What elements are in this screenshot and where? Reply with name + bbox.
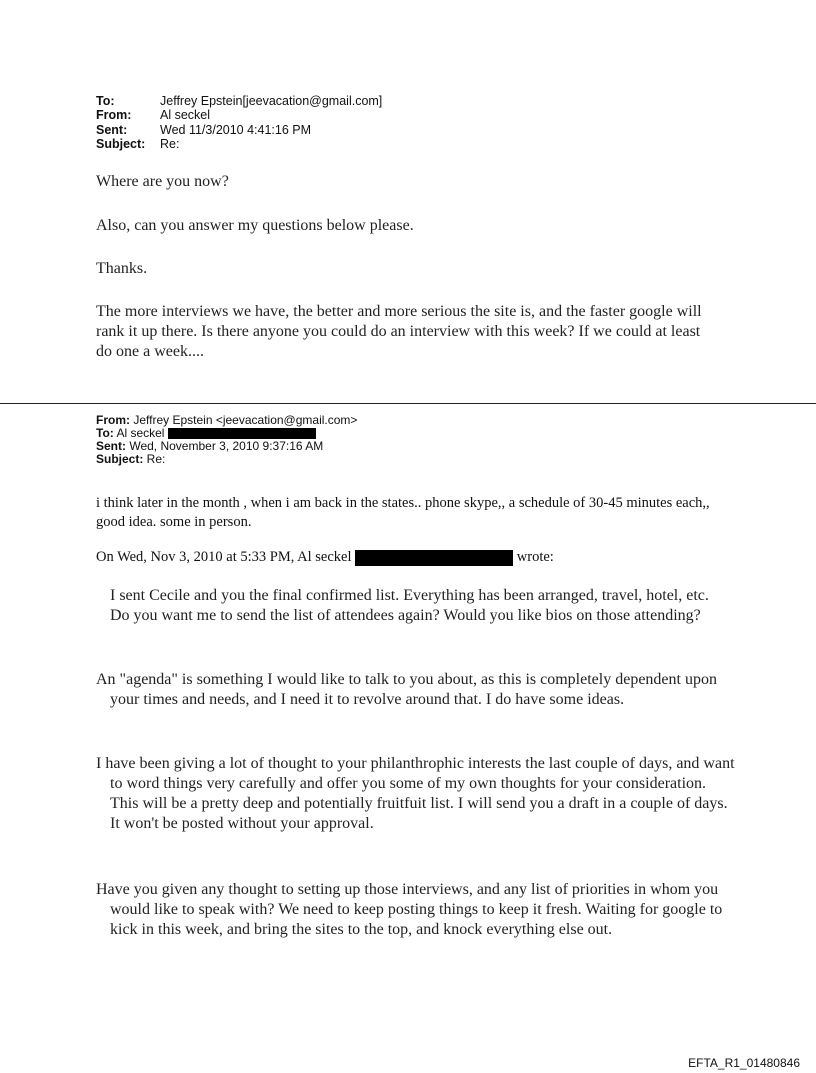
to-value: Jeffrey Epstein[jeevacation@gmail.com]	[160, 94, 383, 108]
quoted-to-label: To:	[96, 426, 114, 440]
quote-attribution	[96, 548, 554, 567]
sent-value: Wed 11/3/2010 4:41:16 PM	[160, 122, 312, 137]
from-row	[96, 108, 382, 122]
divider	[0, 403, 816, 404]
quoted-to-value: Al seckel	[113, 426, 168, 440]
sent-label: Sent:	[96, 122, 128, 137]
quoted-paragraph: I have been giving a lot of thought to your philanthrophic interests the last couple of days, and want to word things very carefully and offer you some of my own thoughts for your consideration. This will be a pretty deep and potentially fruitfuit list. I will send you a draft in a couple of days. It won't be posted without your approval.	[96, 755, 735, 832]
to-label: To:	[96, 94, 115, 108]
quoted-subject-label: Subject:	[96, 452, 144, 466]
message-paragraph: The more interviews we have, the better and more serious the site is, and the faster google will rank it up there. Is there anyone you could do an interview with this week? If we could at least do one a week....	[96, 303, 702, 360]
subject-label: Subject:	[96, 136, 146, 151]
subject-value: Re:	[160, 136, 180, 151]
to-row	[96, 94, 382, 108]
document-id: EFTA_R1_01480846	[688, 1056, 800, 1070]
quoted-paragraph: I sent Cecile and you the final confirmed list. Everything has been arranged, travel, hotel, etc. Do you want me to send the list of attendees again? Would you like bios on those attending?	[110, 587, 709, 624]
message-paragraph: Thanks.	[96, 260, 148, 277]
email-header	[96, 94, 382, 151]
quoted-sent-value: Wed, November 3, 2010 9:37:16 AM	[126, 439, 324, 453]
sent-row	[96, 123, 382, 137]
from-value: Al seckel	[160, 108, 211, 123]
from-label: From:	[96, 108, 132, 123]
redaction-box	[355, 550, 513, 566]
quoted-subject-row	[96, 453, 357, 466]
message-paragraph: Also, can you answer my questions below please.	[96, 217, 414, 234]
attribution-suffix: wrote:	[513, 549, 554, 565]
quoted-sent-label: Sent:	[96, 439, 126, 453]
message-paragraph: Where are you now?	[96, 173, 229, 190]
quoted-from-value: Jeffrey Epstein <jeevacation@gmail.com>	[130, 413, 358, 427]
quoted-paragraph: An "agenda" is something I would like to talk to you about, as this is completely dependent upon your times and needs, and I need it to revolve around that. I do have some ideas.	[96, 671, 717, 708]
quoted-email-header	[96, 414, 357, 466]
quoted-subject-value: Re:	[143, 452, 166, 466]
attribution-prefix: On Wed, Nov 3, 2010 at 5:33 PM, Al seckel	[96, 549, 356, 565]
subject-row	[96, 137, 382, 151]
quoted-from-label: From:	[96, 413, 130, 427]
quoted-paragraph: Have you given any thought to setting up those interviews, and any list of priorities in whom you would like to speak with? We need to keep posting things to keep it fresh. Waiting for google to kick in this week, and bring the sites to the top, and knock everything else out.	[96, 881, 723, 938]
redaction-box	[168, 428, 316, 439]
reply-text: i think later in the month , when i am back in the states.. phone skype,, a schedule of 30-45 minutes each,, good idea. some in person.	[96, 495, 710, 530]
